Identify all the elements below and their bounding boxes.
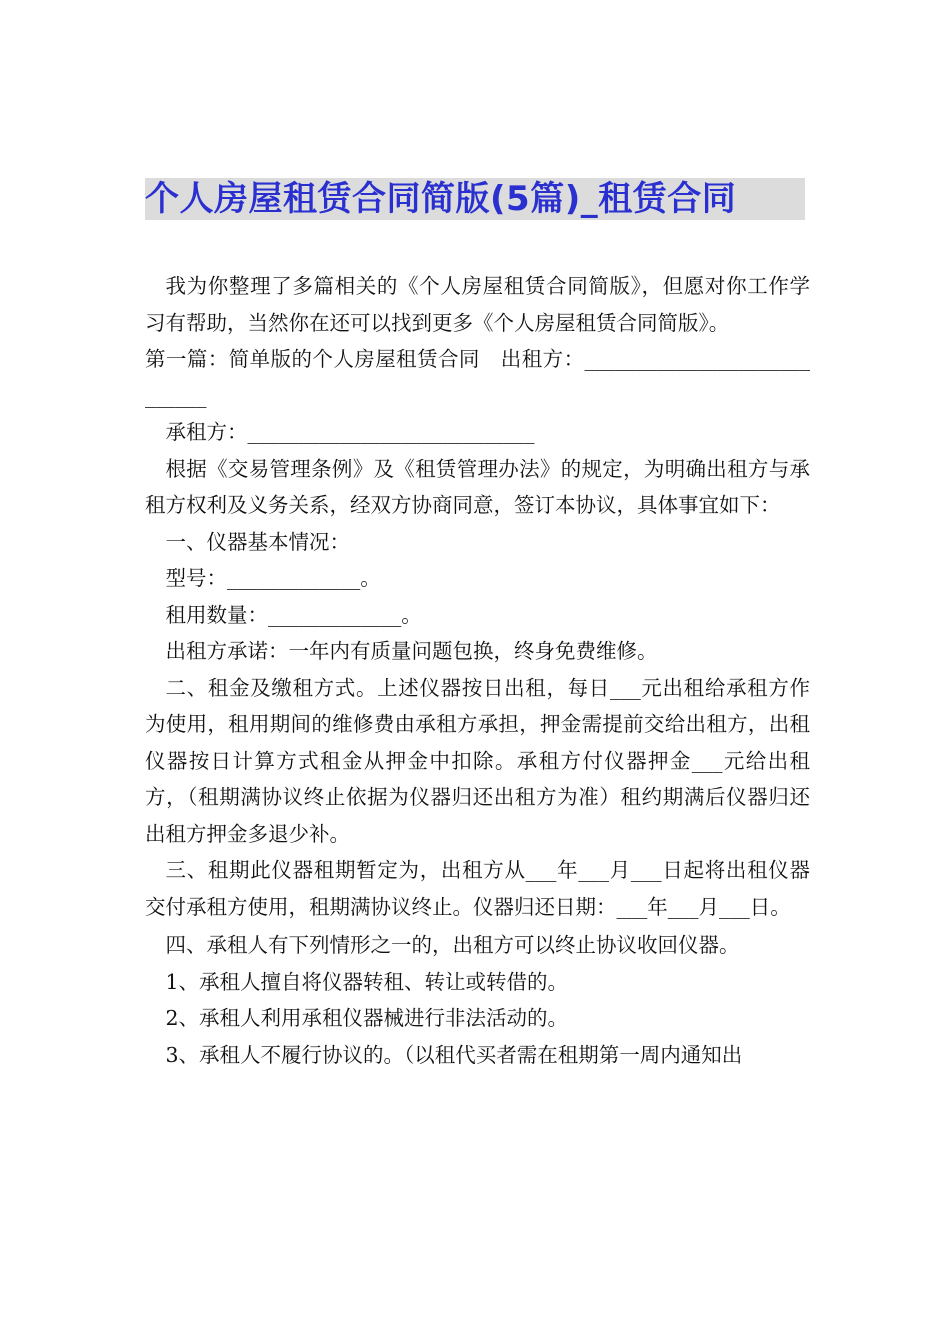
clause-4-item-2: 2、承租人利用承租仪器械进行非法活动的。 — [165, 1006, 569, 1030]
quantity-line: 租用数量：_____________。 — [165, 602, 422, 627]
lessor-promise-line: 出租方承诺：一年内有质量问题包换，终身免费维修。 — [165, 639, 658, 663]
document-title: 个人房屋租赁合同简版(5篇)_租赁合同 — [145, 179, 737, 219]
clause-4-heading: 四、承租人有下列情形之一的，出租方可以终止协议收回仪器。 — [165, 933, 740, 957]
clause-4-item-3: 3、承租人不履行协议的。（以租代买者需在租期第一周内通知出 — [165, 1042, 743, 1067]
clause-4-item-1: 1、承租人擅自将仪器转租、转让或转借的。 — [165, 969, 569, 994]
model-line: 型号：_____________。 — [165, 566, 381, 590]
title-highlight — [145, 178, 805, 220]
clause-2-paragraph: 二、租金及缴租方式。上述仪器按日出租，每日___元出租给承租方作为使用，租用期间的维修费由承租方承担，押金需提前交给出租方，出租仪器按日计算方式租金从押金中扣除。承租方付仪器押金___元给出租方，（租期满协议终止依据为仪器归还出租方为准）租约期满后仪器归还出租方押金多退少补。 — [145, 675, 810, 846]
section-heading-lessor: 第一篇：简单版的个人房屋租赁合同 出租方：____________________________ — [145, 347, 810, 408]
lessee-line: 承租方：____________________________ — [165, 420, 535, 444]
basis-paragraph: 根据《交易管理条例》及《租赁管理办法》的规定，为明确出租方与承租方权利及义务关系，经双方协商同意，签订本协议，具体事宜如下： — [145, 456, 810, 517]
clause-1-heading: 一、仪器基本情况： — [165, 529, 350, 554]
clause-3-paragraph: 三、租期此仪器租期暂定为，出租方从___年___月___日起将出租仪器交付承租方使用，租期满协议终止。仪器归还日期：___年___月___日。 — [145, 858, 810, 919]
document-body — [145, 268, 810, 1073]
intro-paragraph: 我为你整理了多篇相关的《个人房屋租赁合同简版》，但愿对你工作学习有帮助，当然你在还可以找到更多《个人房屋租赁合同简版》。 — [145, 274, 810, 335]
